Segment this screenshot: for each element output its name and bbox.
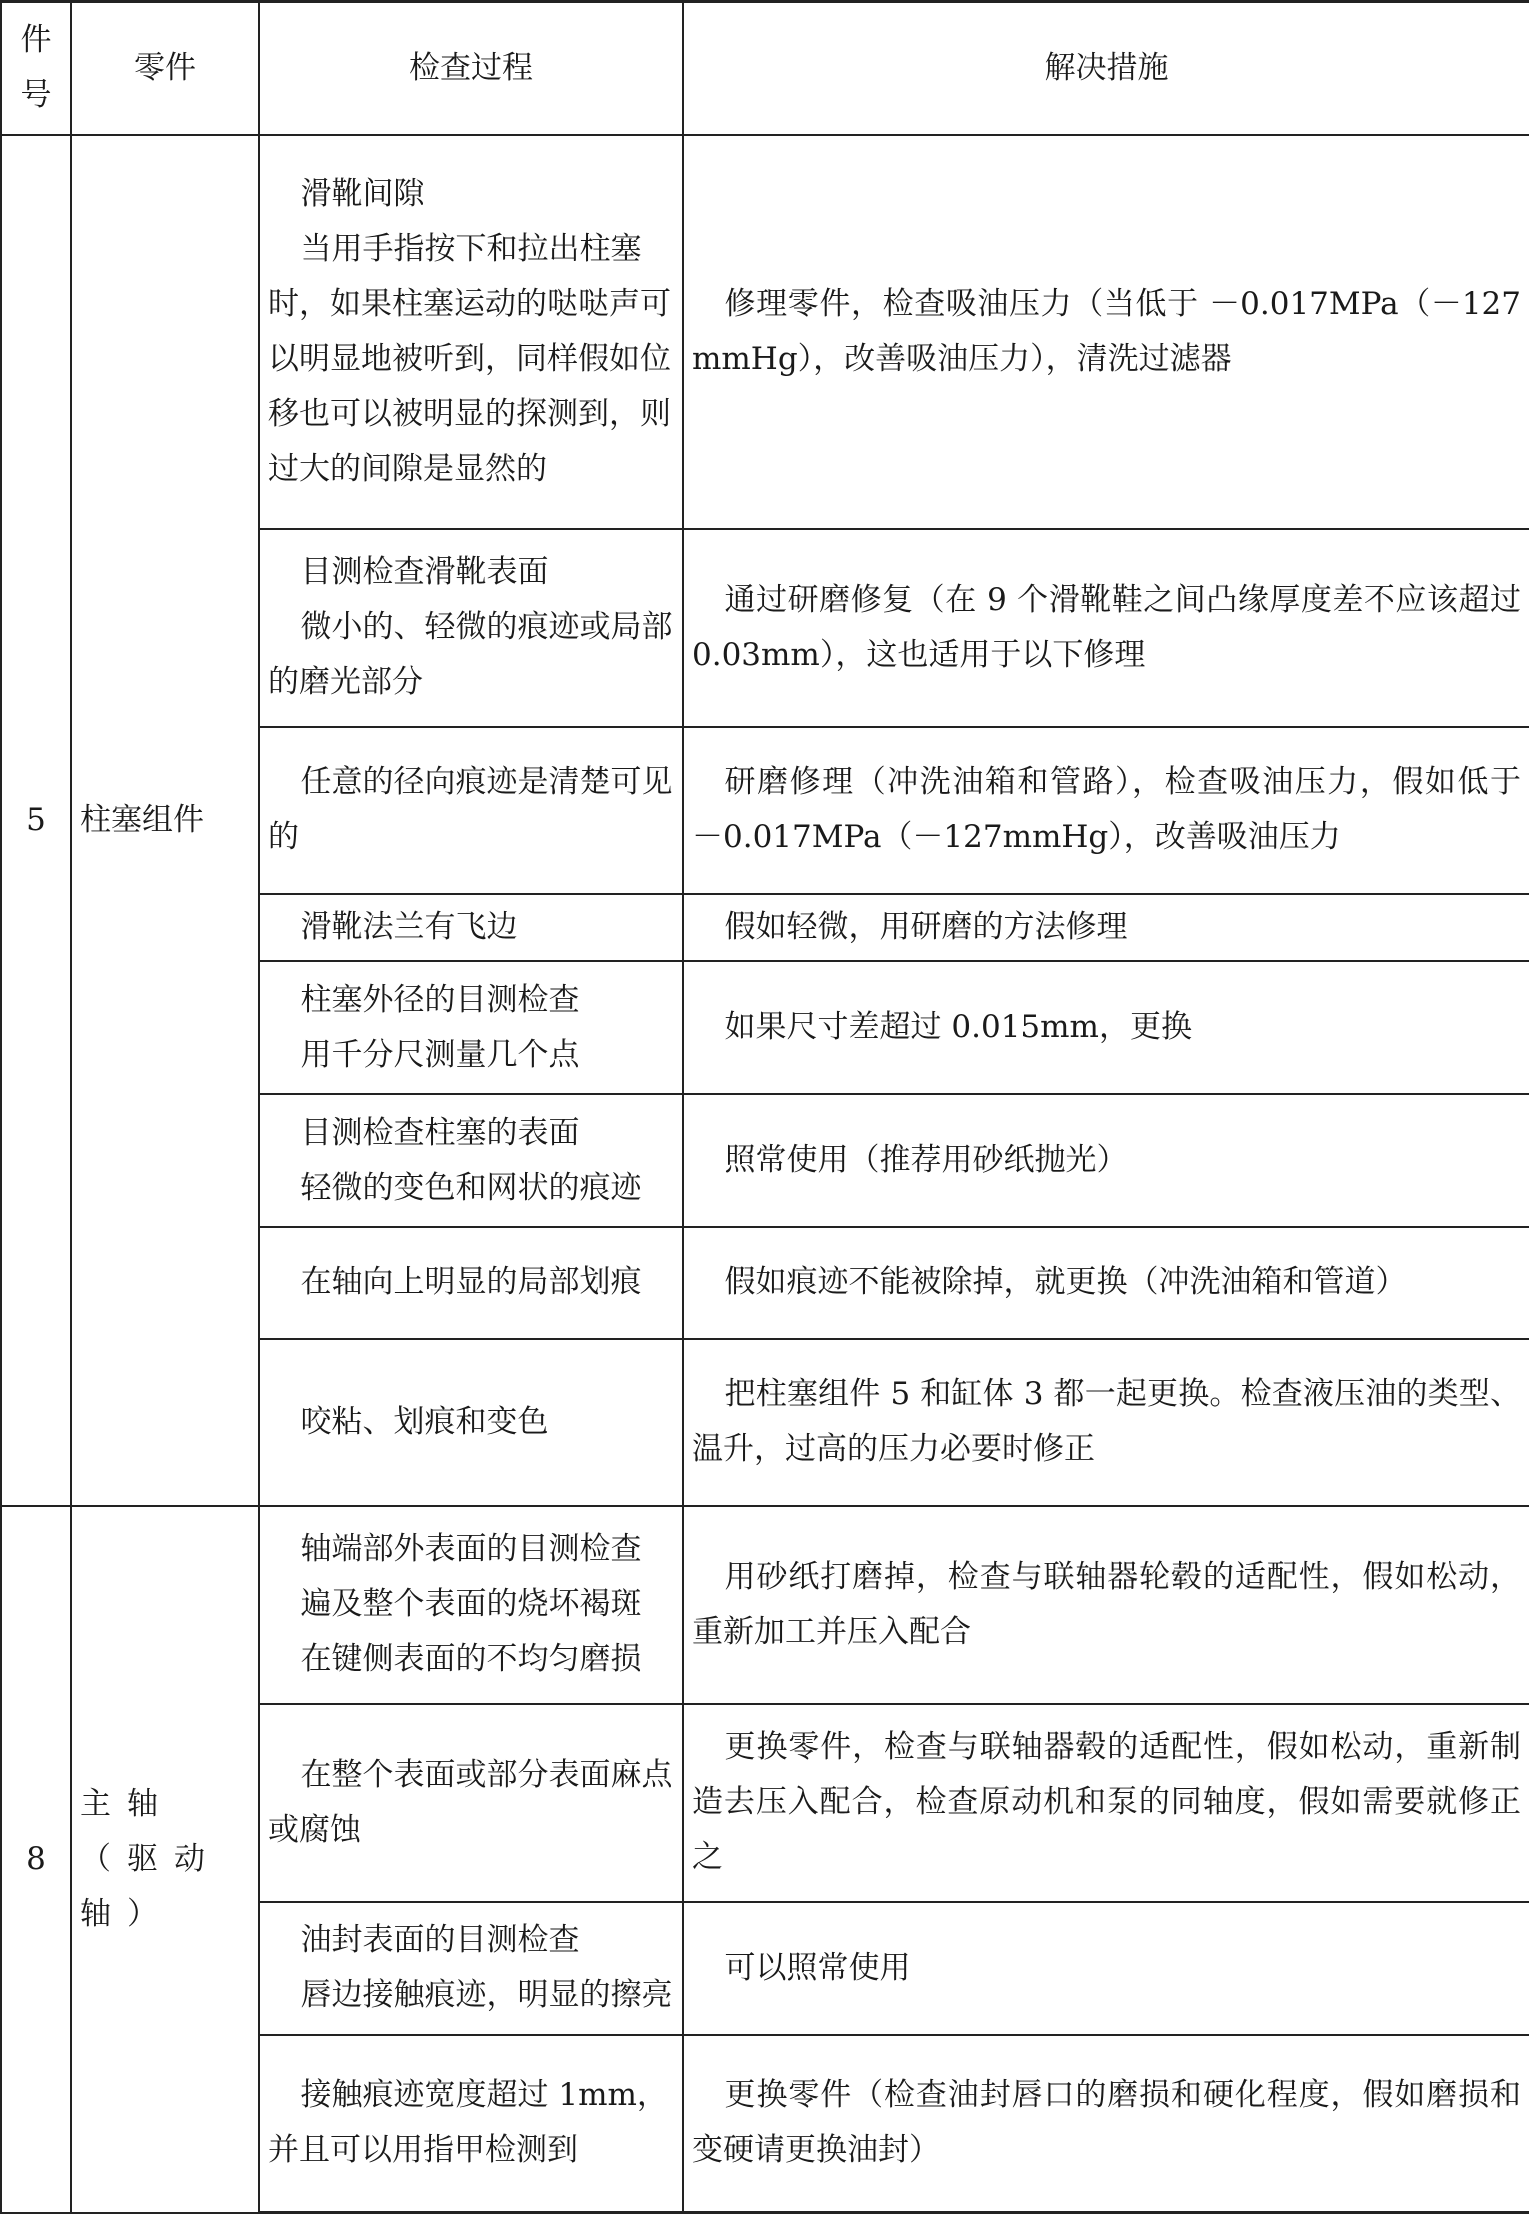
process-cell <box>259 529 683 727</box>
solution-cell <box>683 1094 1529 1227</box>
solution-text: 可以照常使用 <box>724 1949 911 1986</box>
process-line: 滑靴间隙 <box>300 175 425 212</box>
solution-text: 更换零件，检查与联轴器毂的适配性，假如松动，重新制造去压入配合，检查原动机和泵的同轴度，假如需要就修正之 <box>692 1729 1521 1876</box>
process-cell <box>259 2035 683 2213</box>
part-number-cell: 5 <box>1 135 71 1506</box>
solution-cell <box>683 961 1529 1094</box>
solution-cell <box>683 2035 1529 2213</box>
header-process: 检查过程 <box>259 2 683 135</box>
part-name-cell: 柱塞组件 <box>71 135 259 1506</box>
solution-text: 通过研磨修复（在 9 个滑靴鞋之间凸缘厚度差不应该超过 0.03mm），这也适用于以下修理 <box>692 581 1521 673</box>
process-line: 油封表面的目测检查 <box>300 1922 580 1959</box>
process-line: 轻微的变色和网状的痕迹 <box>300 1169 642 1206</box>
process-cell <box>259 135 683 529</box>
solution-cell <box>683 135 1529 529</box>
process-line: 任意的径向痕迹是清楚可见的 <box>268 764 673 856</box>
process-line: 轴端部外表面的目测检查 <box>300 1531 642 1568</box>
solution-text: 假如轻微，用研磨的方法修理 <box>724 909 1128 946</box>
process-line: 遍及整个表面的烧坏褐斑 <box>300 1586 642 1623</box>
header-num: 件号 <box>1 2 71 135</box>
process-line: 滑靴法兰有飞边 <box>300 909 518 946</box>
process-line: 在轴向上明显的局部划痕 <box>300 1264 642 1301</box>
solution-cell <box>683 1506 1529 1704</box>
process-cell <box>259 1902 683 2035</box>
solution-text: 用砂纸打磨掉，检查与联轴器轮毂的适配性，假如松动，重新加工并压入配合 <box>692 1558 1521 1650</box>
solution-text: 更换零件（检查油封唇口的磨损和硬化程度，假如磨损和变硬请更换油封） <box>692 2077 1521 2169</box>
solution-cell <box>683 1704 1529 1902</box>
process-cell <box>259 1339 683 1506</box>
process-line: 唇边接触痕迹，明显的擦亮 <box>300 1977 673 2014</box>
process-line: 用千分尺测量几个点 <box>300 1036 580 1073</box>
process-line: 微小的、轻微的痕迹或局部的磨光部分 <box>268 609 673 701</box>
process-line: 在整个表面或部分表面麻点或腐蚀 <box>268 1756 673 1848</box>
process-cell <box>259 727 683 894</box>
table-row <box>1 135 1529 529</box>
process-line: 在键侧表面的不均匀磨损 <box>300 1641 642 1678</box>
process-line: 柱塞外径的目测检查 <box>300 981 580 1018</box>
solution-text: 修理零件，检查吸油压力（当低于 －0.017MPa（－127mmHg），改善吸油压力），清洗过滤器 <box>692 285 1521 377</box>
process-line: 目测检查柱塞的表面 <box>300 1114 580 1151</box>
solution-text: 研磨修理（冲洗油箱和管路），检查吸油压力，假如低于 －0.017MPa（－127mmHg），改善吸油压力 <box>692 764 1521 856</box>
solution-cell <box>683 1339 1529 1506</box>
process-line: 咬粘、划痕和变色 <box>300 1403 549 1440</box>
solution-text: 如果尺寸差超过 0.015mm，更换 <box>724 1009 1192 1046</box>
header-row <box>1 2 1529 135</box>
process-line: 当用手指按下和拉出柱塞时，如果柱塞运动的哒哒声可以明显地被听到，同样假如位移也可以被明显的探测到，则过大的间隙是显然的 <box>268 230 671 487</box>
process-line: 接触痕迹宽度超过 1mm，并且可以用指甲检测到 <box>268 2077 668 2169</box>
process-cell <box>259 1094 683 1227</box>
header-part: 零件 <box>71 2 259 135</box>
table-row <box>1 1506 1529 1704</box>
solution-cell <box>683 529 1529 727</box>
process-cell <box>259 1506 683 1704</box>
solution-cell <box>683 1902 1529 2035</box>
process-cell <box>259 894 683 962</box>
header-solution: 解决措施 <box>683 2 1529 135</box>
solution-text: 把柱塞组件 5 和缸体 3 都一起更换。检查液压油的类型、温升，过高的压力必要时修正 <box>692 1376 1521 1468</box>
process-cell <box>259 961 683 1094</box>
solution-text: 照常使用（推荐用砂纸抛光） <box>724 1142 1128 1179</box>
process-cell <box>259 1227 683 1338</box>
solution-cell <box>683 1227 1529 1338</box>
solution-cell <box>683 894 1529 962</box>
solution-text: 假如痕迹不能被除掉，就更换（冲洗油箱和管道） <box>724 1264 1407 1301</box>
process-cell <box>259 1704 683 1902</box>
part-name-cell: 主轴（驱动轴） <box>71 1506 259 2213</box>
solution-cell <box>683 727 1529 894</box>
process-line: 目测检查滑靴表面 <box>300 554 549 591</box>
part-number-cell: 8 <box>1 1506 71 2213</box>
